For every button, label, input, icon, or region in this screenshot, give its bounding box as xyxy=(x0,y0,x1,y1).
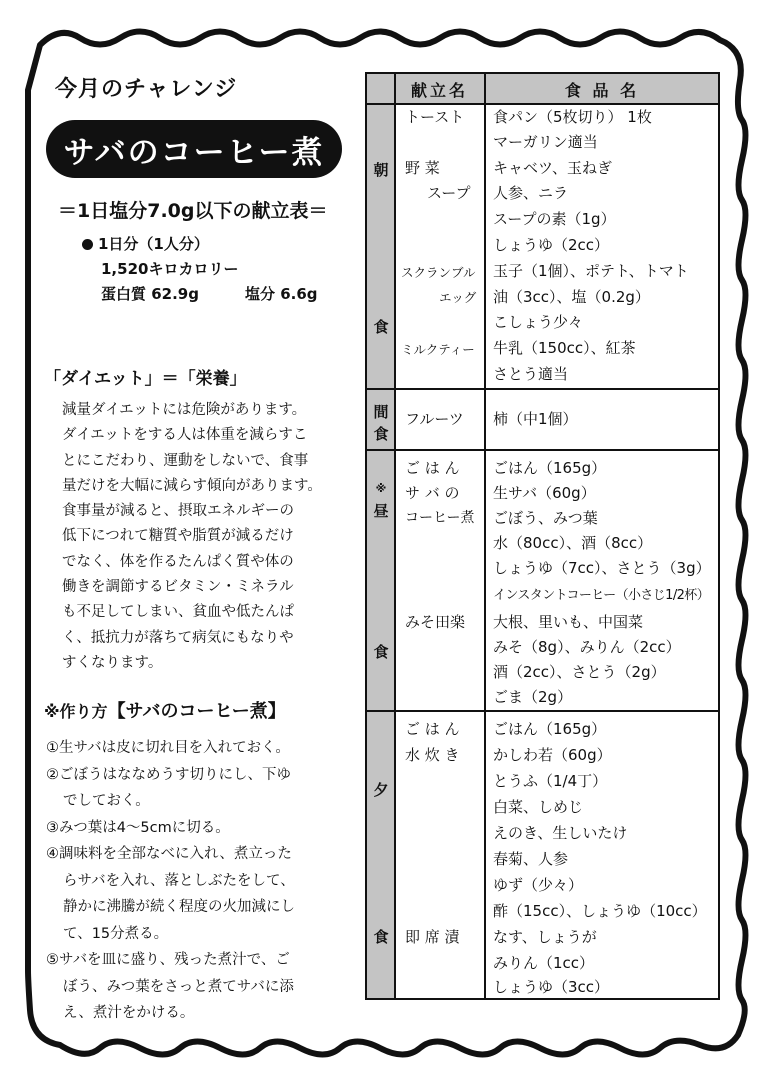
recipe-heading xyxy=(44,697,286,723)
food-item: ゆず（少々） xyxy=(493,876,584,894)
food-item: とうふ（1/4丁） xyxy=(493,772,608,790)
dish-rice-lunch: ご は ん xyxy=(405,459,460,477)
step-line: ④調味料を全部なべに入れ、煮立った xyxy=(46,846,292,862)
meal-snack-top: 間 xyxy=(373,403,389,421)
dish-saba: サ バ の xyxy=(405,484,460,502)
food-item: 人参、ニラ xyxy=(493,184,569,202)
dish-soup-line2: スープ xyxy=(427,184,471,202)
dish-saba-line2: コーヒー煮 xyxy=(405,510,475,526)
dish-fruit: フルーツ xyxy=(405,410,464,428)
bullet-icon xyxy=(82,239,93,250)
dish-soup: 野 菜 xyxy=(405,159,440,177)
step-line: ③みつ葉は4～5cmに切る。 xyxy=(46,819,230,836)
food-item: さとう適当 xyxy=(493,365,569,383)
divider xyxy=(367,103,718,105)
food-item: しょうゆ（3cc） xyxy=(493,978,610,996)
food-item: 玉子（1個）、ポテト、トマト xyxy=(493,262,689,280)
diet-line: も不足してしまい、貧血や低たんぱ xyxy=(62,604,294,621)
meal-lunch-mark: ※ xyxy=(375,482,387,495)
diet-line: すくなります。 xyxy=(62,654,163,671)
diet-line: 量だけを大幅に減らす傾向があります。 xyxy=(62,477,322,494)
step-line: でしておく。 xyxy=(63,793,150,809)
recipe-steps xyxy=(46,735,346,1027)
diet-line: く、抵抗力が落ちて病気にもなりや xyxy=(62,629,294,646)
food-item: マーガリン適当 xyxy=(493,133,598,151)
divider xyxy=(367,388,718,390)
food-item: ごはん（165g） xyxy=(493,459,607,477)
food-item: みそ（8g）、みりん（2cc） xyxy=(493,638,681,656)
diet-paragraph xyxy=(62,398,340,676)
step-line: え、煮汁をかける。 xyxy=(63,1005,195,1021)
meal-column-shade xyxy=(367,104,395,998)
step-line: ⑤サバを皿に盛り、残った煮汁で、ご xyxy=(46,952,290,968)
food-item: こしょう少々 xyxy=(493,313,584,331)
menu-table xyxy=(365,72,720,1000)
meal-breakfast-bottom: 食 xyxy=(373,318,389,336)
step-line: らサバを入れ、落としぶたをして、 xyxy=(63,872,295,889)
diet-line: 減量ダイエットには危険があります。 xyxy=(62,402,307,418)
food-item: スープの素（1g） xyxy=(493,210,616,228)
calories-text: 1,520キロカロリー xyxy=(101,260,239,278)
header-dish: 献立名 xyxy=(410,80,468,100)
diet-line: 働きを調節するビタミン・ミネラル xyxy=(62,579,294,596)
food-item: 春菊、人参 xyxy=(493,850,569,868)
diet-line: 低下につれて糖質や脂質が減るだけ xyxy=(62,528,294,545)
food-item: 水（80cc）、酒（8cc） xyxy=(493,534,653,552)
column-divider xyxy=(394,74,396,998)
challenge-label: 今月のチャレンジ xyxy=(55,77,238,102)
food-item: 白菜、しめじ xyxy=(493,798,584,816)
diet-line: とにこだわり、運動をしないで、食事 xyxy=(62,452,309,469)
meal-dinner-top: 夕 xyxy=(373,781,389,799)
meal-lunch-top: 昼 xyxy=(373,502,389,520)
dish-dengaku: みそ田楽 xyxy=(405,613,466,631)
food-item: かしわ若（60g） xyxy=(493,746,612,764)
step-line: ①生サバは皮に切れ目を入れておく。 xyxy=(46,740,290,756)
column-divider xyxy=(484,74,486,998)
recipe-prefix: ※作り方 xyxy=(44,702,108,721)
food-item: ごはん（165g） xyxy=(493,720,607,738)
per-day-line xyxy=(82,233,209,254)
step-line: 静かに沸騰が続く程度の火加減にし xyxy=(63,899,295,915)
menu-subtitle: ＝1日塩分7.0g以下の献立表＝ xyxy=(58,200,328,222)
diet-line: ダイエットをする人は体重を減らすこ xyxy=(62,427,308,444)
meal-breakfast-top: 朝 xyxy=(373,161,389,179)
dish-rice-dinner: ご は ん xyxy=(405,720,460,738)
salt-text: 塩分 6.6g xyxy=(245,285,318,303)
dish-toast: トースト xyxy=(405,108,465,126)
step-line: ぼう、みつ葉をさっと煮てサバに添 xyxy=(63,978,294,995)
food-item: 大根、里いも、中国菜 xyxy=(493,613,644,631)
dish-mizutaki: 水 炊 き xyxy=(405,746,460,764)
recipe-heading-title: 【サバのコーヒー煮】 xyxy=(107,701,286,722)
food-item: インスタントコーヒー（小さじ1/2杯） xyxy=(493,588,710,603)
food-item: なす、しょうが xyxy=(493,928,597,946)
step-line: て、15分煮る。 xyxy=(63,925,169,942)
meal-snack-bottom: 食 xyxy=(373,425,389,443)
food-item: 酢（15cc）、しょうゆ（10cc） xyxy=(493,902,707,920)
food-item: 柿（中1個） xyxy=(493,410,578,428)
food-item: 酒（2cc）、さとう（2g） xyxy=(493,663,666,681)
per-day-label: 1日分（1人分） xyxy=(98,235,209,253)
diet-heading: 「ダイエット」＝「栄養」 xyxy=(44,369,247,389)
food-item: しょうゆ（2cc） xyxy=(493,236,610,254)
meal-dinner-bottom: 食 xyxy=(373,928,389,946)
protein-text: 蛋白質 62.9g xyxy=(101,285,199,303)
food-item: 生サバ（60g） xyxy=(493,484,596,502)
dish-egg: スクランブル xyxy=(401,265,476,280)
divider xyxy=(367,710,718,712)
recipe-title-banner: サバのコーヒー煮 xyxy=(46,120,342,178)
step-line: ②ごぼうはななめうす切りにし、下ゆ xyxy=(46,766,291,783)
dish-pickles: 即 席 漬 xyxy=(405,928,460,946)
food-item: 油（3cc）、塩（0.2g） xyxy=(493,288,650,306)
diet-line: 食事量が減ると、摂取エネルギーの xyxy=(62,503,294,520)
food-item: みりん（1cc） xyxy=(493,954,595,972)
meal-lunch-bottom: 食 xyxy=(373,643,389,661)
header-food: 食 品 名 xyxy=(564,80,640,100)
food-item: 牛乳（150cc）、紅茶 xyxy=(493,339,636,357)
food-item: キャベツ、玉ねぎ xyxy=(493,159,612,177)
diet-line: でなく、体を作るたんぱく質や体の xyxy=(62,553,294,570)
dish-tea: ミルクティー xyxy=(401,342,475,357)
divider xyxy=(367,449,718,451)
food-item: えのき、生しいたけ xyxy=(493,824,628,842)
food-item: ごま（2g） xyxy=(493,688,573,706)
food-item: しょうゆ（7cc）、さとう（3g） xyxy=(493,559,711,577)
dish-egg-line2: エッグ xyxy=(439,290,477,305)
food-item: ごぼう、みつ葉 xyxy=(493,509,598,527)
food-item: 食パン（5枚切り） 1枚 xyxy=(493,108,652,126)
